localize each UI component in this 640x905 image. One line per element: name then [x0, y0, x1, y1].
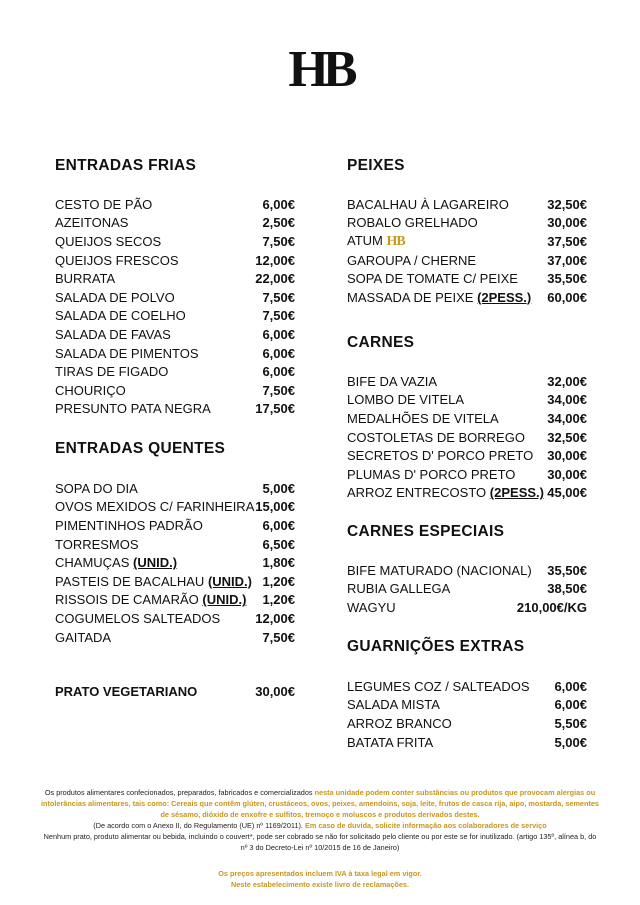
item-price: 12,00€ — [255, 252, 295, 268]
item-name-text: WAGYU — [347, 599, 396, 615]
item-price: 37,50€ — [547, 233, 587, 249]
item-price: 6,00€ — [262, 517, 295, 533]
item-name — [55, 364, 168, 379]
item-name — [347, 411, 499, 426]
item-name — [347, 697, 440, 712]
menu-item — [347, 391, 587, 410]
item-name — [55, 537, 139, 552]
section-title-carnes-especiais: CARNES ESPECIAIS — [347, 523, 505, 540]
item-name — [55, 481, 138, 496]
menu-item — [55, 381, 295, 400]
item-price: 5,50€ — [554, 715, 587, 731]
item-note: (2PESS.) — [477, 289, 532, 305]
item-name — [55, 327, 171, 342]
item-price: 2,50€ — [262, 215, 295, 231]
item-price: 38,50€ — [547, 581, 587, 597]
item-name-text: GAITADA — [55, 629, 112, 645]
item-price: 7,50€ — [262, 289, 295, 305]
item-price: 7,50€ — [262, 308, 295, 324]
item-name — [55, 271, 115, 286]
item-name-text: PASTEIS DE BACALHAU — [55, 573, 205, 589]
item-name — [347, 467, 515, 482]
item-name-text: PRESUNTO PATA NEGRA — [55, 401, 211, 417]
item-price: 37,00€ — [547, 252, 587, 268]
menu-item — [55, 628, 295, 647]
item-price: 6,00€ — [262, 345, 295, 361]
item-price: 1,80€ — [262, 555, 295, 571]
hb-badge-icon: HB — [386, 233, 405, 249]
item-price: 1,20€ — [262, 573, 295, 589]
item-name-text: BACALHAU À LAGAREIRO — [347, 196, 509, 212]
menu-item — [347, 214, 587, 233]
item-name-text: TIRAS DE FIGADO — [55, 364, 169, 380]
menu-item — [55, 479, 295, 498]
menu-item — [55, 344, 295, 363]
item-name-text: SOPA DE TOMATE C/ PEIXE — [347, 271, 518, 287]
item-price: 7,50€ — [262, 629, 295, 645]
item-price: 6,00€ — [262, 196, 295, 212]
item-price: 35,50€ — [547, 271, 587, 287]
item-name — [347, 233, 405, 250]
item-price: 5,00€ — [554, 734, 587, 750]
item-name-text: GAROUPA / CHERNE — [347, 252, 477, 268]
notice-text-3: (De acordo com o Anexo II, do Regulamento (UE) nº 1169/2011). — [93, 820, 305, 830]
menu-item — [55, 591, 295, 610]
section-title-entradas-frias: ENTRADAS FRIAS — [55, 157, 197, 174]
item-name-text: BIFE MATURADO (NACIONAL) — [347, 562, 532, 578]
notice-text-1: Os produtos alimentares confecionados, preparados, fabricados e comercializados — [44, 788, 315, 797]
menu-item — [347, 484, 587, 503]
notice-text-2: nesta unidade podem conter substâncias ou produtos que provocam alergias ou intolerâncias alimentares, tais como: Cereais que contêm glúten, crustáceos, ovos, peixes, amendoins, soja, leite, frutos de casca rija, aipo, mostarda, sementes de sésamo, dióxido de enxofre e sulfitos, tremoço e moluscos e produtos derivados destes. — [40, 788, 599, 819]
item-name-text: TORRESMOS — [55, 536, 139, 552]
menu-item — [347, 677, 587, 696]
item-name-text: LEGUMES COZ / SALTEADOS — [347, 678, 530, 694]
item-name — [55, 611, 220, 626]
menu-item — [55, 307, 295, 326]
menu-item — [347, 428, 587, 447]
menu-item — [347, 195, 587, 214]
item-price: 6,00€ — [262, 326, 295, 342]
item-name-text: SALADA DE PIMENTOS — [55, 345, 199, 361]
item-name-text: ROBALO GRELHADO — [347, 215, 478, 231]
item-price: 34,00€ — [547, 410, 587, 426]
item-name — [347, 600, 396, 615]
item-name — [55, 401, 211, 416]
section-title-peixes: PEIXES — [347, 157, 405, 174]
item-name-text: ATUM — [347, 232, 383, 248]
menu-item — [55, 362, 295, 381]
item-name — [55, 346, 199, 361]
item-price: 6,50€ — [262, 536, 295, 552]
item-name — [55, 499, 254, 514]
item-name-text: SALADA DE COELHO — [55, 308, 186, 324]
item-name — [55, 383, 126, 398]
item-name-text: BIFE DA VAZIA — [347, 373, 438, 389]
item-name — [55, 308, 186, 323]
item-price: 35,50€ — [547, 562, 587, 578]
item-name-text: COGUMELOS SALTEADOS — [55, 610, 221, 626]
item-price: 12,00€ — [255, 610, 295, 626]
item-name — [55, 234, 161, 249]
item-note: (UNID.) — [202, 592, 247, 608]
menu-item-vegetariano — [55, 682, 295, 701]
item-name-text: BATATA FRITA — [347, 734, 434, 750]
item-name — [347, 271, 518, 286]
item-name-text: QUEIJOS SECOS — [55, 233, 162, 249]
item-name-text: CESTO DE PÃO — [55, 196, 153, 212]
item-price: 30,00€ — [255, 683, 295, 699]
item-name — [347, 430, 525, 445]
item-note: (UNID.) — [133, 555, 178, 571]
item-price: 32,00€ — [547, 373, 587, 389]
menu-item — [347, 733, 587, 752]
item-name-text: BURRATA — [55, 271, 116, 287]
price-notice — [40, 868, 600, 890]
item-name: PRATO VEGETARIANO — [55, 683, 198, 699]
item-name-text: SOPA DO DIA — [55, 480, 138, 496]
item-name — [347, 716, 452, 731]
notice-text-5: Nenhum prato, produto alimentar ou bebida, incluindo o couvert*, pode ser cobrado se não for solicitado pelo cliente ou por este se for inutilizado. (artigo 135º, alínea b, do nº 3 do Decreto-Lei nº 10/2015 de 16 de Janeiro) — [43, 831, 597, 852]
vat-notice: Os preços apresentados incluem IVA à taxa legal em vigor. — [218, 869, 422, 878]
item-name — [55, 574, 252, 589]
restaurant-logo: HB — [288, 41, 352, 98]
item-price: 5,00€ — [262, 480, 295, 496]
item-name-text: CHAMUÇAS — [55, 555, 130, 571]
menu-item — [55, 269, 295, 288]
complaints-book-notice: Neste estabelecimento existe livro de reclamações. — [230, 880, 410, 889]
item-price: 6,00€ — [554, 678, 587, 694]
menu-item — [347, 561, 587, 580]
item-name — [347, 735, 433, 750]
item-name-text: OVOS MEXIDOS C/ FARINHEIRA — [55, 499, 255, 515]
item-price: 45,00€ — [547, 485, 587, 501]
menu-item — [347, 372, 587, 391]
section-title-guarnicoes: GUARNIÇÕES EXTRAS — [347, 638, 525, 655]
item-name-text: RISSOIS DE CAMARÃO — [55, 592, 199, 608]
item-name — [347, 448, 533, 463]
item-name — [347, 392, 464, 407]
item-name — [55, 555, 177, 570]
menu-item — [55, 251, 295, 270]
item-name — [347, 215, 478, 230]
item-name-text: SECRETOS D' PORCO PRETO — [347, 448, 534, 464]
menu-item — [347, 251, 587, 270]
item-name — [347, 290, 531, 305]
item-price: 210,00€/KG — [516, 599, 587, 615]
item-price: 6,00€ — [262, 364, 295, 380]
menu-item — [347, 580, 587, 599]
item-note: (UNID.) — [207, 573, 252, 589]
item-name-text: MEDALHÕES DE VITELA — [347, 410, 499, 426]
item-name-text: CHOURIÇO — [55, 382, 126, 398]
menu-item — [55, 325, 295, 344]
item-name — [347, 563, 532, 578]
item-name-text: ARROZ BRANCO — [347, 715, 452, 731]
menu-item — [55, 232, 295, 251]
item-name — [55, 253, 179, 268]
item-name — [55, 518, 203, 533]
item-name — [347, 197, 509, 212]
menu-item — [55, 498, 295, 517]
menu-item — [347, 598, 587, 617]
item-price: 60,00€ — [547, 289, 587, 305]
item-name — [55, 215, 128, 230]
item-price: 7,50€ — [262, 233, 295, 249]
notice-text-4: Em caso de duvida, solicite informação aos colaboradores de serviço — [304, 820, 547, 830]
item-name-text: SALADA DE POLVO — [55, 289, 175, 305]
item-name-text: AZEITONAS — [55, 215, 129, 231]
item-name-text: ARROZ ENTRECOSTO — [347, 485, 487, 501]
item-name — [55, 592, 246, 607]
item-name-text: QUEIJOS FRESCOS — [55, 252, 179, 268]
item-name-text: RUBIA GALLEGA — [347, 581, 451, 597]
menu-item — [347, 696, 587, 715]
menu-item — [55, 553, 295, 572]
menu-item — [347, 465, 587, 484]
menu-item — [55, 572, 295, 591]
menu-item — [347, 446, 587, 465]
menu-item — [55, 195, 295, 214]
item-note: (2PESS.) — [489, 485, 544, 501]
menu-item — [55, 535, 295, 554]
menu-item — [55, 288, 295, 307]
item-name — [347, 679, 530, 694]
item-name-text: SALADA MISTA — [347, 697, 440, 713]
item-price: 22,00€ — [255, 271, 295, 287]
section-title-carnes: CARNES — [347, 334, 415, 351]
menu-item — [347, 409, 587, 428]
menu-item — [55, 214, 295, 233]
item-price: 15,00€ — [255, 499, 295, 515]
item-price: 30,00€ — [547, 448, 587, 464]
item-name — [55, 290, 175, 305]
item-name — [347, 581, 450, 596]
menu-item — [55, 609, 295, 628]
menu-item — [347, 288, 587, 307]
menu-item — [347, 232, 587, 251]
item-name-text: SALADA DE FAVAS — [55, 326, 171, 342]
item-name-text: MASSADA DE PEIXE — [347, 289, 474, 305]
menu-item — [55, 400, 295, 419]
item-name — [347, 374, 437, 389]
item-price: 32,50€ — [547, 196, 587, 212]
item-price: 6,00€ — [554, 697, 587, 713]
allergen-notice — [40, 788, 600, 853]
item-name — [55, 197, 152, 212]
item-name-text: LOMBO DE VITELA — [347, 392, 465, 408]
item-name-text: PIMENTINHOS PADRÃO — [55, 517, 203, 533]
section-title-entradas-quentes: ENTRADAS QUENTES — [55, 440, 226, 457]
item-name-text: COSTOLETAS DE BORREGO — [347, 429, 525, 445]
item-price: 7,50€ — [262, 382, 295, 398]
item-price: 32,50€ — [547, 429, 587, 445]
menu-item — [347, 269, 587, 288]
item-price: 30,00€ — [547, 215, 587, 231]
menu-item — [55, 516, 295, 535]
menu-item — [347, 714, 587, 733]
item-name — [347, 485, 544, 500]
item-price: 17,50€ — [255, 401, 295, 417]
item-price: 34,00€ — [547, 392, 587, 408]
item-name-text: PLUMAS D' PORCO PRETO — [347, 466, 516, 482]
item-price: 1,20€ — [262, 592, 295, 608]
item-price: 30,00€ — [547, 466, 587, 482]
item-name — [55, 630, 111, 645]
item-name — [347, 253, 476, 268]
